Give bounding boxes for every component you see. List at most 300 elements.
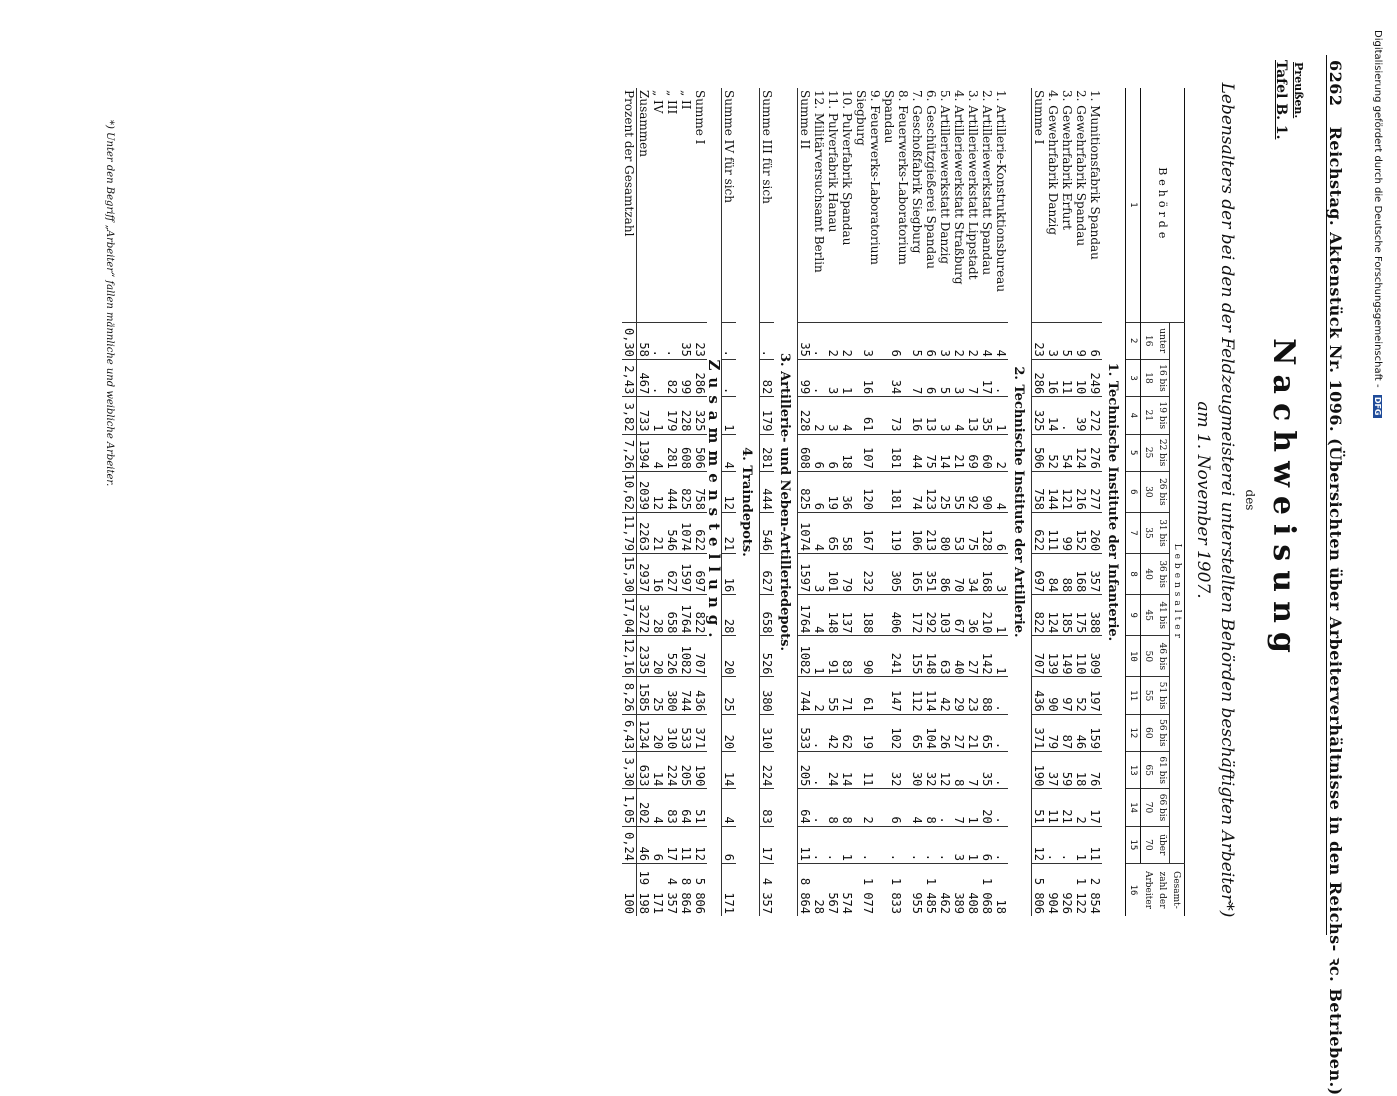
table-cell: 175 (1074, 595, 1088, 636)
table-cell: 86 (938, 554, 952, 595)
table-cell: 67 (952, 595, 966, 636)
table-cell: 744 (679, 677, 693, 714)
table-cell: 11 (1088, 826, 1102, 863)
table-cell: 124 (1046, 595, 1060, 636)
row-label: Zusammen (637, 88, 652, 322)
table-cell: 1 (966, 826, 980, 863)
age-column-header: 19 bis 21 (1141, 397, 1170, 434)
table-cell: 20 (980, 789, 994, 826)
table-cell: 526 (665, 636, 679, 677)
table-cell: 310 (665, 714, 679, 751)
table-cell: 168 (980, 554, 994, 595)
table-cell: 88 (1060, 554, 1074, 595)
table-cell: 380 (665, 677, 679, 714)
table-row (924, 88, 938, 916)
table-cell: 14 (1046, 397, 1060, 434)
table-cell: 149 (1060, 636, 1074, 677)
title-subtitle: Lebensalters der bei den der Feldzeugmeisterei unterstellten Behörden beschäftigten Arbeiter*) (1217, 82, 1237, 918)
table-cell: 622 (1032, 512, 1047, 553)
table-cell: 3 (994, 554, 1008, 595)
table-cell: 12 (938, 752, 952, 789)
row-label: 8. Feuerwerks-Laboratorium Spandau (882, 90, 910, 265)
table-cell: 1 (994, 595, 1008, 636)
table-cell: 546 (760, 512, 775, 553)
table-cell: 14 (651, 752, 665, 789)
table-cell: 506 (693, 434, 707, 471)
table-cell: 380 (760, 677, 775, 714)
table-cell: 64 (798, 789, 813, 826)
table-cell: 39 (1074, 397, 1088, 434)
table-cell: 608 (798, 434, 813, 471)
row-label: 9. Feuerwerks-Laboratorium Siegburg (854, 90, 882, 265)
column-header-behoerde: Behörde (1141, 88, 1185, 322)
column-number: 14 (1126, 789, 1141, 826)
table-cell: 436 (693, 677, 707, 714)
table-cell: 179 (665, 397, 679, 434)
column-number: 1 (1126, 88, 1141, 322)
table-cell: . (812, 789, 826, 826)
table-cell: 181 (882, 434, 910, 471)
table-cell: 121 (1060, 471, 1074, 512)
table-cell: 4 (722, 789, 737, 826)
table-cell: 1597 (798, 554, 813, 595)
table-cell: 1 068 (980, 864, 994, 917)
age-column-header: 16 bis 18 (1141, 359, 1170, 396)
table-cell: 3 (938, 397, 952, 434)
table-cell: 111 (1046, 512, 1060, 553)
table-cell: 21 (952, 434, 966, 471)
row-label: 6. Geschützgießerei Spandau (924, 90, 938, 270)
table-cell: 546 (665, 512, 679, 553)
table-cell: 1764 (798, 595, 813, 636)
table-cell: 241 (882, 636, 910, 677)
column-number: 16 (1126, 864, 1141, 917)
column-number: 2 (1126, 322, 1141, 359)
table-cell: 202 (637, 789, 652, 826)
table-cell: 1 485 (924, 864, 938, 917)
table-cell: 351 (924, 554, 938, 595)
column-number: 13 (1126, 752, 1141, 789)
table-cell: 506 (1032, 434, 1047, 471)
table-cell: 272 (1088, 397, 1102, 434)
table-cell: 6 (812, 434, 826, 471)
table-cell: 120 (854, 471, 882, 512)
table-cell: 1082 (798, 636, 813, 677)
section-heading-text: 4. Traindepots. (739, 447, 754, 557)
table-cell: 3272 (637, 595, 652, 636)
table-cell: 210 (980, 595, 994, 636)
table-row (938, 88, 952, 916)
table-cell: 5 806 (1032, 864, 1047, 917)
page-number: 6262 (1326, 60, 1345, 107)
table-cell: 2 (812, 397, 826, 434)
table-cell: 112 (910, 677, 924, 714)
table-cell: 6 (980, 826, 994, 863)
table-cell: 27 (952, 714, 966, 751)
table-cell: 55 (952, 471, 966, 512)
table-cell: 5 (938, 359, 952, 396)
table-cell: 205 (679, 752, 693, 789)
column-header-lebensalter: Lebensalter (1170, 322, 1185, 863)
table-cell: 197 (1088, 677, 1102, 714)
table-cell: 190 (693, 752, 707, 789)
table-row (1088, 88, 1102, 916)
row-label: „ II (679, 90, 693, 110)
table-cell: . (938, 789, 952, 826)
table-cell: 697 (693, 554, 707, 595)
table-cell: 82 (665, 359, 679, 396)
table-cell: 526 (760, 636, 775, 677)
table-cell: 181 (882, 471, 910, 512)
column-number: 12 (1126, 714, 1141, 751)
table-cell: 34 (966, 554, 980, 595)
table-cell: 171 (722, 864, 737, 917)
table-cell: 1764 (679, 595, 693, 636)
row-label: 4. Artilleriewerkstatt Straßburg (952, 90, 966, 285)
table-cell: 142 (980, 636, 994, 677)
table-cell: 16 (1046, 359, 1060, 396)
summary-row (693, 88, 707, 916)
table-cell: 40 (952, 636, 966, 677)
title-des: des (1243, 489, 1257, 511)
table-cell: 114 (924, 677, 938, 714)
table-cell: 97 (1060, 677, 1074, 714)
table-cell: 4 (812, 595, 826, 636)
table-cell: 152 (1074, 512, 1088, 553)
title-date: am 1. November 1907. (1193, 401, 1213, 599)
table-cell: 608 (679, 434, 693, 471)
table-cell: 1 (651, 397, 665, 434)
table-cell: 82 (760, 359, 775, 396)
table-cell: 11,79 (622, 512, 637, 553)
table-row (1046, 88, 1060, 916)
section-sum-row (1032, 88, 1047, 916)
table-cell: 224 (665, 752, 679, 789)
table-cell: 11 (679, 826, 693, 863)
table-cell: 28 (651, 595, 665, 636)
table-cell: 281 (665, 434, 679, 471)
table-cell: 707 (693, 636, 707, 677)
table-cell: 7,26 (622, 434, 637, 471)
table-cell: . (1046, 826, 1060, 863)
table-cell: 8 (840, 789, 854, 826)
table-cell: 758 (1032, 471, 1047, 512)
table-cell: 5 (910, 322, 924, 359)
table-cell: . (938, 826, 952, 863)
table-cell: 14 (938, 434, 952, 471)
table-cell: 2 (826, 322, 840, 359)
table-cell: 79 (1046, 714, 1060, 751)
table-cell: 1 (722, 397, 737, 434)
table-cell: 822 (693, 595, 707, 636)
table-row (826, 88, 840, 916)
table-cell: 165 (910, 554, 924, 595)
table-cell: 188 (854, 595, 882, 636)
table-cell: 1 833 (882, 864, 910, 917)
table-cell: 3 (812, 554, 826, 595)
column-number: 4 (1126, 397, 1141, 434)
table-cell: 2937 (637, 554, 652, 595)
table-cell: 29 (952, 677, 966, 714)
table-cell: 21 (966, 714, 980, 751)
table-cell: 61 (854, 397, 882, 434)
table-cell: 19 (826, 471, 840, 512)
table-cell: 260 (1088, 512, 1102, 553)
table-cell: 70 (952, 554, 966, 595)
table-cell: 36 (840, 471, 854, 512)
table-cell: 2 (1074, 789, 1088, 826)
table-cell: 3 (938, 322, 952, 359)
table-cell: 2 (966, 322, 980, 359)
table-cell: 148 (924, 636, 938, 677)
table-cell: 58 (840, 512, 854, 553)
table-cell: 25 (722, 677, 737, 714)
table-cell: 955 (910, 864, 924, 917)
table-cell: 388 (1088, 595, 1102, 636)
table-cell: 36 (966, 595, 980, 636)
table-cell: 533 (679, 714, 693, 751)
age-column-header: 22 bis 25 (1141, 434, 1170, 471)
table-cell: 17 (760, 826, 775, 863)
table-cell: 20 (651, 714, 665, 751)
table-cell: . (665, 322, 679, 359)
table-cell: 69 (966, 434, 980, 471)
table-cell: 190 (1032, 752, 1047, 789)
table-cell: 30 (910, 752, 924, 789)
table-cell: 90 (980, 471, 994, 512)
table-cell: 99 (679, 359, 693, 396)
table-cell: 3,30 (622, 752, 637, 789)
table-cell: 436 (1032, 677, 1047, 714)
table-cell: 627 (760, 554, 775, 595)
table-cell: 84 (1046, 554, 1060, 595)
age-column-header: 56 bis 60 (1141, 714, 1170, 751)
table-cell: 1394 (637, 434, 652, 471)
table-cell: 7 (910, 359, 924, 396)
row-label: 12. Militärversuchsamt Berlin (812, 90, 826, 273)
table-cell: 16 (910, 397, 924, 434)
summary-row (665, 88, 679, 916)
table-cell: 12 (651, 471, 665, 512)
table-cell: 11 (1046, 789, 1060, 826)
table-cell: 622 (693, 512, 707, 553)
table-cell: 27 (966, 636, 980, 677)
table-cell: 627 (665, 554, 679, 595)
table-cell: . (994, 789, 1008, 826)
table-cell: 4 (812, 512, 826, 553)
table-cell: . (812, 752, 826, 789)
table-cell: 54 (1060, 434, 1074, 471)
row-label: Summe I (693, 90, 707, 145)
table-cell: 3 (1046, 322, 1060, 359)
table-cell: 51 (1032, 789, 1047, 826)
table-cell: 46 (637, 826, 652, 863)
table-cell: 19 (854, 714, 882, 751)
table-cell: 6 (882, 789, 910, 826)
table-cell: 101 (826, 554, 840, 595)
column-number: 6 (1126, 471, 1141, 512)
table-cell: . (812, 359, 826, 396)
table-cell: . (812, 826, 826, 863)
table-cell: 4 (952, 397, 966, 434)
table-cell: 17 (665, 826, 679, 863)
table-cell: 1 077 (854, 864, 882, 917)
table-cell: 2 (854, 789, 882, 826)
table-cell: 371 (693, 714, 707, 751)
section-heading (736, 88, 760, 916)
table-cell: 102 (882, 714, 910, 751)
age-column-header: 41 bis 45 (1141, 595, 1170, 636)
table-cell: 1 (994, 397, 1008, 434)
table-cell: 744 (798, 677, 813, 714)
table-cell: 822 (1032, 595, 1047, 636)
summary-percent-row (622, 88, 637, 916)
table-cell: . (910, 826, 924, 863)
table-cell: 18 (840, 434, 854, 471)
table-cell: 3 (854, 322, 882, 359)
table-cell: 46 (1074, 714, 1088, 751)
document-title: Nachweisung (1266, 338, 1301, 662)
table-cell: 128 (980, 512, 994, 553)
table-cell: 658 (665, 595, 679, 636)
table-cell: 12 (722, 471, 737, 512)
table-cell: 92 (966, 471, 980, 512)
table-cell: 357 (1088, 554, 1102, 595)
table-cell: 103 (938, 595, 952, 636)
summary-total-row (637, 88, 652, 916)
column-number: 5 (1126, 434, 1141, 471)
table-cell: 6,43 (622, 714, 637, 751)
table-cell: 14 (840, 752, 854, 789)
table-cell: 76 (1088, 752, 1102, 789)
table-cell: . (722, 359, 737, 396)
table-cell: 4 (651, 789, 665, 826)
table-cell: 2 (812, 677, 826, 714)
table-cell: 6 (924, 359, 938, 396)
age-table (622, 88, 1185, 916)
table-cell: 1 122 (1074, 864, 1088, 917)
age-column-header: 36 bis 40 (1141, 554, 1170, 595)
table-cell: . (812, 714, 826, 751)
table-cell: 65 (980, 714, 994, 751)
table-cell: 216 (1074, 471, 1088, 512)
running-title: Reichstag. Aktenstück Nr. 1096. (Übersichten über Arbeiterverhältnisse in den Reichs- ꝛc. Betrieben.) (1326, 126, 1345, 1096)
table-cell: 286 (693, 359, 707, 396)
section-heading (774, 88, 798, 916)
table-cell: 52 (1074, 677, 1088, 714)
table-cell: 4 (994, 471, 1008, 512)
digitization-credit (1369, 30, 1383, 990)
row-label: 1. Artillerie-Konstruktionsbureau (994, 90, 1008, 293)
age-column-header: 46 bis 50 (1141, 636, 1170, 677)
table-cell: 2 (840, 322, 854, 359)
table-cell: 20 (722, 714, 737, 751)
table-cell: 292 (924, 595, 938, 636)
table-cell: 371 (1032, 714, 1047, 751)
table-cell: 59 (1060, 752, 1074, 789)
table-row (980, 88, 994, 916)
row-label: „ III (665, 90, 679, 115)
table-cell: 23 (1032, 322, 1047, 359)
table-cell: 707 (1032, 636, 1047, 677)
state-label: Preußen. (1292, 62, 1305, 119)
credit-text: Digitalisierung gefördert durch die Deutsche Forschungsgemeinschaft - (1372, 30, 1383, 388)
table-cell: 73 (882, 397, 910, 434)
table-cell: 1 (1074, 826, 1088, 863)
table-cell: 281 (760, 434, 775, 471)
row-label: Summe II (798, 88, 813, 322)
table-cell: 213 (924, 512, 938, 553)
table-cell: 309 (1088, 636, 1102, 677)
table-cell: 13 (924, 397, 938, 434)
table-cell: 42 (826, 714, 840, 751)
age-column-header: 61 bis 65 (1141, 752, 1170, 789)
table-cell: 389 (952, 864, 966, 917)
table-cell: 926 (1060, 864, 1074, 917)
table-cell: 88 (980, 677, 994, 714)
table-cell: 8 864 (798, 864, 813, 917)
table-cell: 6 (812, 471, 826, 512)
table-cell: 58 (637, 322, 652, 359)
table-cell: 3 (952, 359, 966, 396)
table-cell: 147 (882, 677, 910, 714)
table-cell: 15,30 (622, 554, 637, 595)
table-cell: 6 (826, 434, 840, 471)
table-cell: 232 (854, 554, 882, 595)
summary-row (651, 88, 665, 916)
table-row (994, 88, 1008, 916)
table-cell: 325 (693, 397, 707, 434)
table-cell: . (1060, 826, 1074, 863)
table-cell: 1074 (679, 512, 693, 553)
table-cell: 139 (1046, 636, 1060, 677)
table-cell: . (924, 826, 938, 863)
table-cell: 2,43 (622, 359, 637, 396)
table-cell: . (854, 826, 882, 863)
table-cell: 9 (1074, 322, 1088, 359)
section-heading-text: 2. Technische Institute der Artillerie. (1011, 366, 1026, 638)
table-cell: 6 (1088, 322, 1102, 359)
row-label: 1. Munitionsfabrik Spandau (1088, 90, 1102, 260)
table-row (812, 88, 826, 916)
table-cell: 16 (722, 554, 737, 595)
table-cell: 7 (966, 359, 980, 396)
table-cell: 167 (854, 512, 882, 553)
table-cell: 25 (938, 471, 952, 512)
column-number: 15 (1126, 826, 1141, 863)
table-cell: 633 (637, 752, 652, 789)
table-cell: 28 (722, 595, 737, 636)
table-cell: 28 (812, 864, 826, 917)
table-cell: 26 (938, 714, 952, 751)
table-cell: 24 (826, 752, 840, 789)
table-cell: 18 (1074, 752, 1088, 789)
table-cell: 107 (854, 434, 882, 471)
table-cell: 305 (882, 554, 910, 595)
row-label: 2. Artilleriewerkstatt Spandau (980, 90, 994, 276)
table-cell: 80 (938, 512, 952, 553)
table-cell: 25 (651, 677, 665, 714)
table-cell: 7 (952, 789, 966, 826)
table-cell: 904 (1046, 864, 1060, 917)
table-cell: 13 (966, 397, 980, 434)
row-label: 2. Gewehrfabrik Spandau (1074, 90, 1088, 247)
table-cell: 1 (966, 789, 980, 826)
section-heading-text: Zusammenstellung. (705, 359, 723, 645)
table-cell: 65 (910, 714, 924, 751)
table-cell: 276 (1088, 434, 1102, 471)
table-cell: 8 (924, 789, 938, 826)
